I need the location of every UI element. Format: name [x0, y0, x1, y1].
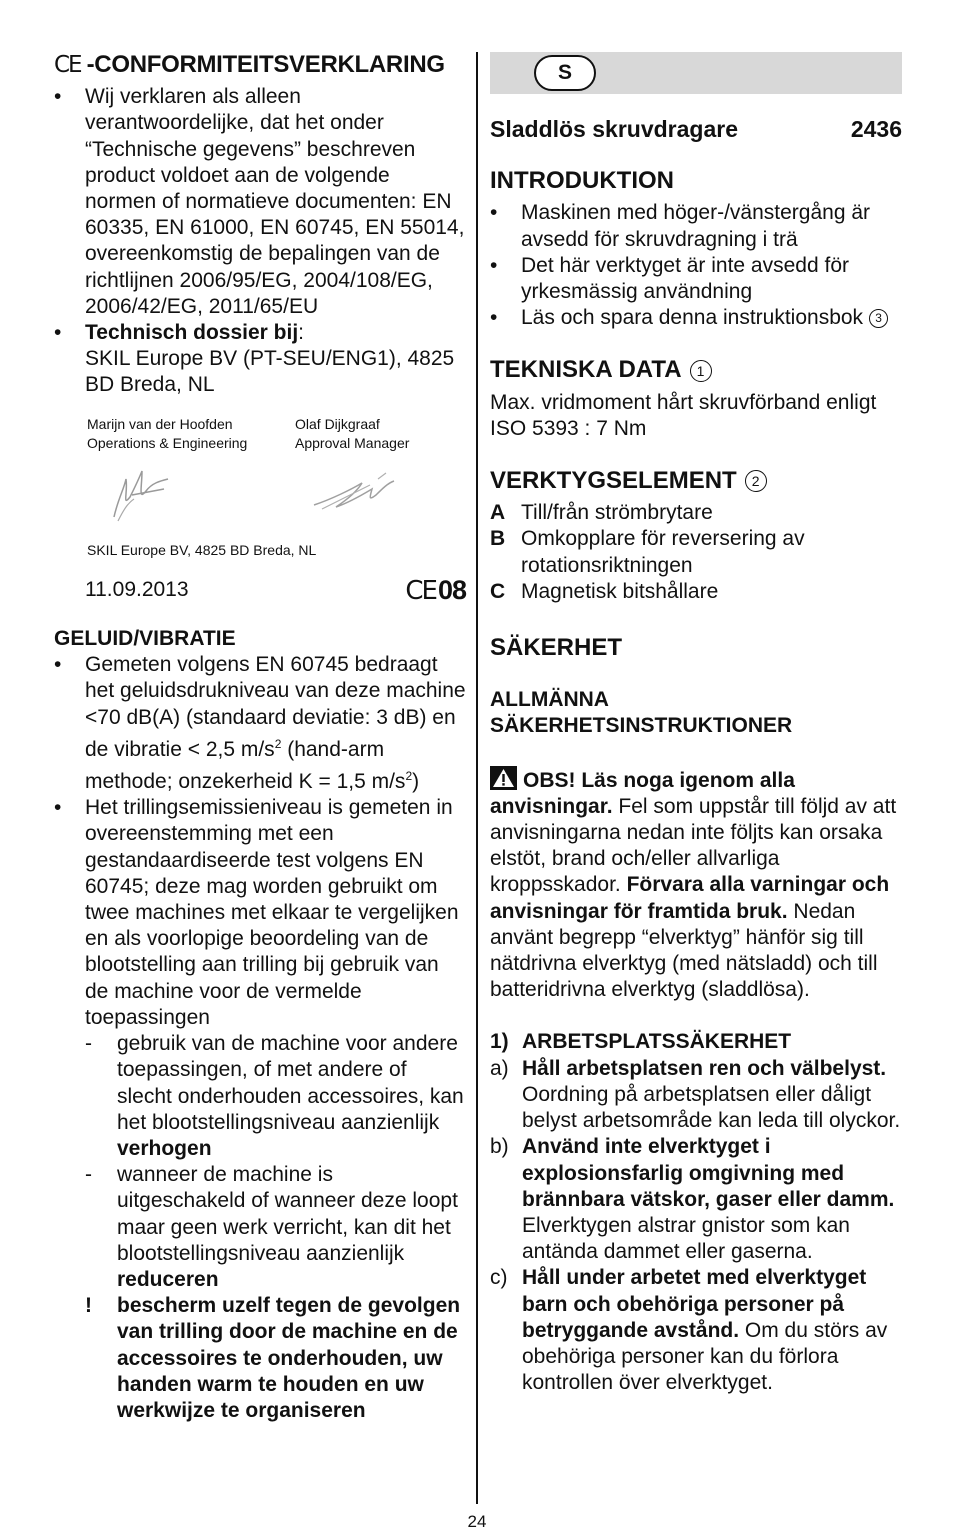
ce-year-mark — [405, 574, 466, 606]
parts-list — [490, 500, 902, 605]
noise-bullets — [54, 652, 466, 1031]
warning-text-2: Nedan använt begrepp “elverktyg” hänför sig till nätdrivna elverktyg (med nätsladd) och till batteridrivna elverktyg (sladdlösa). — [490, 899, 878, 1002]
dash-2-bold: reduceren — [117, 1267, 219, 1291]
dossier-text: SKIL Europe BV (PT-SEU/ENG1), 4825 BD Breda, NL — [85, 347, 455, 397]
signature-2-image — [312, 459, 462, 533]
ce-mark-icon: CE — [405, 575, 436, 606]
warning-bold: OBS! Läs noga igenom alla anvisningar. — [490, 768, 795, 818]
parts-heading — [490, 468, 902, 494]
part-text: Magnetisk bitshållare — [521, 579, 719, 603]
noise-b1-superscript: 2 — [274, 736, 282, 751]
exclamation-marker: ! — [85, 1294, 92, 1318]
noise-bullet-1 — [54, 652, 466, 795]
date-line — [54, 574, 466, 606]
item-bold: Håll under arbetet med elverktyget barn och obehöriga personer på betryggande avstånd. — [522, 1266, 867, 1342]
part-item — [490, 500, 902, 526]
intro-bullets — [490, 200, 902, 331]
part-key: C — [490, 579, 506, 603]
noise-bullet-2: • Het trillingsemissieniveau is gemeten in overeenstemming met een gestandaardiseerde test volgens EN 60745; deze mag worden gebruikt om twee machines met elkaar te vergelijken en als voorlopige beoordeling van de blootstelling aan trilling bij gebruik van de machine voor de vermelde toepassingen — [54, 795, 466, 1031]
part-key: B — [490, 527, 506, 551]
item-key: a) — [490, 1056, 509, 1080]
signatures — [54, 459, 466, 533]
safety-item — [490, 1134, 902, 1265]
dossier-bullet — [54, 320, 466, 399]
item-text: Oordning på arbetsplatsen eller dåligt belyst arbetsområde kan leda till olyckor. — [522, 1082, 901, 1133]
dash-marker: - — [85, 1032, 92, 1056]
noise-b1-part-a: Gemeten volgens EN 60745 bedraagt het geluidsdrukniveau van deze machine <70 dB(A) (standaard deviatie: 3 dB) en de vibratie < 2,5 m/s — [85, 653, 466, 761]
declaration-date: 11.09.2013 — [85, 578, 189, 602]
signatory-1-role: Operations & Engineering — [87, 434, 248, 451]
item-text: Elverktygen alstrar gnistor som kan antända dammet eller gaserna. — [522, 1213, 850, 1264]
figure-ref-badge: 3 — [869, 309, 888, 328]
item-text: Om du störs av obehöriga personer kan du förlora kontrollen över elverktyget. — [522, 1318, 888, 1395]
noise-b1-part-b: (hand-arm methode; onzekerheid K = 1,5 m/s — [85, 737, 406, 794]
part-item — [490, 579, 902, 605]
signatory-table — [54, 415, 466, 453]
dash-1-text: gebruik van de machine voor andere toepassingen, of met andere of slecht onderhouden accessoires, kan het blootstellingsniveau aanzienlijk — [117, 1032, 464, 1134]
signatory-2-name: Olaf Dijkgraaf — [295, 415, 380, 432]
item-key: c) — [490, 1266, 508, 1290]
dash-1-bold: verhogen — [117, 1136, 212, 1160]
noise-vibration-heading: GELUID/VIBRATIE — [54, 627, 236, 651]
safety-item — [490, 1265, 902, 1396]
ce-mark-icon: CE — [54, 52, 81, 78]
figure-ref-badge: 1 — [690, 360, 712, 382]
signature-1-image — [104, 459, 312, 533]
part-text: Omkopplare för reversering av rotationsriktningen — [521, 527, 805, 577]
section-title: ARBETSPLATSSÄKERHET — [522, 1030, 792, 1054]
item-bold: Håll arbetsplatsen ren och välbelyst. — [522, 1056, 887, 1080]
intro-bullet-2: • Det här verktyget är inte avsedd för yrkesmässig användning — [490, 253, 902, 305]
section-1-heading — [490, 1029, 902, 1055]
exclamation-text: bescherm uzelf tegen de gevolgen van trilling door de machine en de accessoires te onderhouden, uw handen warm te houden en uw werkwijze te organiseren — [117, 1294, 461, 1422]
warning-text: Fel som uppstår till följd av att anvisningarna nedan inte följts kan orsaka elstöt, brand och/eller allvarliga kroppsskador. — [490, 794, 897, 897]
product-number: 2436 — [850, 116, 902, 142]
ce-declaration-heading: CE - CONFORMITEITSVERKLARING — [54, 51, 445, 78]
part-item — [490, 526, 902, 578]
safety-item — [490, 1056, 902, 1135]
product-name: Sladdlös skruvdragare — [490, 116, 738, 142]
part-key: A — [490, 501, 506, 525]
dossier-colon: : — [298, 321, 305, 345]
page-number: 24 — [467, 1512, 487, 1531]
general-safety-heading — [490, 687, 902, 739]
dossier-label: Technisch dossier bij — [85, 321, 299, 345]
section-number: 1) — [490, 1030, 509, 1054]
ce-bullets — [54, 84, 466, 398]
language-code-badge: S — [534, 55, 596, 91]
item-bold: Använd inte elverktyget i explosionsfarlig omgivning med brännbara vätskor, gaser eller damm. — [522, 1135, 895, 1211]
tech-data-heading — [490, 357, 902, 383]
intro-heading: INTRODUKTION — [490, 167, 674, 195]
figure-ref-badge: 2 — [745, 470, 767, 492]
ce-bullet-1: • Wij verklaren als alleen verantwoordelijke, dat het onder “Technische gegevens” beschreven product voldoet aan de volgende normen of normatieve documenten: EN 60335, EN 61000, EN 60745, EN 55014, overeenkomstig de bepalingen van de richtlijnen 2006/95/EG, 2004/108/EG, 2006/42/EG, 2011/65/EU — [54, 84, 466, 320]
dash-item-1 — [54, 1031, 466, 1162]
warning-paragraph — [490, 766, 902, 1004]
warning-bold-2: Förvara alla varningar och anvisningar för framtida bruk. — [490, 873, 890, 923]
general-heading-line-2: SÄKERHETSINSTRUKTIONER — [490, 714, 793, 738]
safety-heading: SÄKERHET — [490, 634, 623, 662]
dash-item-2 — [54, 1162, 466, 1293]
dash-marker: - — [85, 1163, 92, 1187]
signatory-1-name: Marijn van der Hoofden — [87, 415, 233, 432]
item-key: b) — [490, 1135, 509, 1159]
dash-2-text: wanneer de machine is uitgeschakeld of wanneer deze loopt maar geen werk verricht, kan dit het blootstellingsniveau aanzienlijk — [117, 1163, 458, 1265]
warning-icon — [490, 766, 517, 790]
tech-heading-text: TEKNISKA DATA — [490, 356, 682, 384]
right-column — [490, 48, 902, 1396]
left-column — [54, 48, 466, 1424]
intro-b3-text: Läs och spara denna instruktionsbok — [521, 306, 864, 330]
column-divider — [476, 52, 478, 1504]
part-text: Till/från strömbrytare — [521, 501, 713, 525]
general-heading-line-1: ALLMÄNNA — [490, 688, 609, 712]
tech-data-text: Max. vridmoment hårt skruvförband enligt ISO 5393 : 7 Nm — [490, 390, 877, 440]
noise-b1-part-c: ) — [412, 770, 420, 794]
ce-heading-text: CONFORMITEITSVERKLARING — [94, 51, 445, 78]
parts-heading-text: VERKTYGSELEMENT — [490, 467, 737, 495]
intro-bullet-3 — [490, 305, 902, 331]
product-title — [490, 116, 902, 142]
language-bar — [490, 52, 902, 94]
exclamation-item — [54, 1293, 466, 1424]
ce-year: 08 — [437, 574, 466, 605]
intro-bullet-1: • Maskinen med höger-/vänstergång är avsedd för skruvdragning i trä — [490, 200, 902, 252]
noise-b1-superscript-2: 2 — [405, 769, 413, 784]
signatory-2-role: Approval Manager — [295, 434, 410, 451]
company-address: SKIL Europe BV, 4825 BD Breda, NL — [87, 541, 317, 558]
